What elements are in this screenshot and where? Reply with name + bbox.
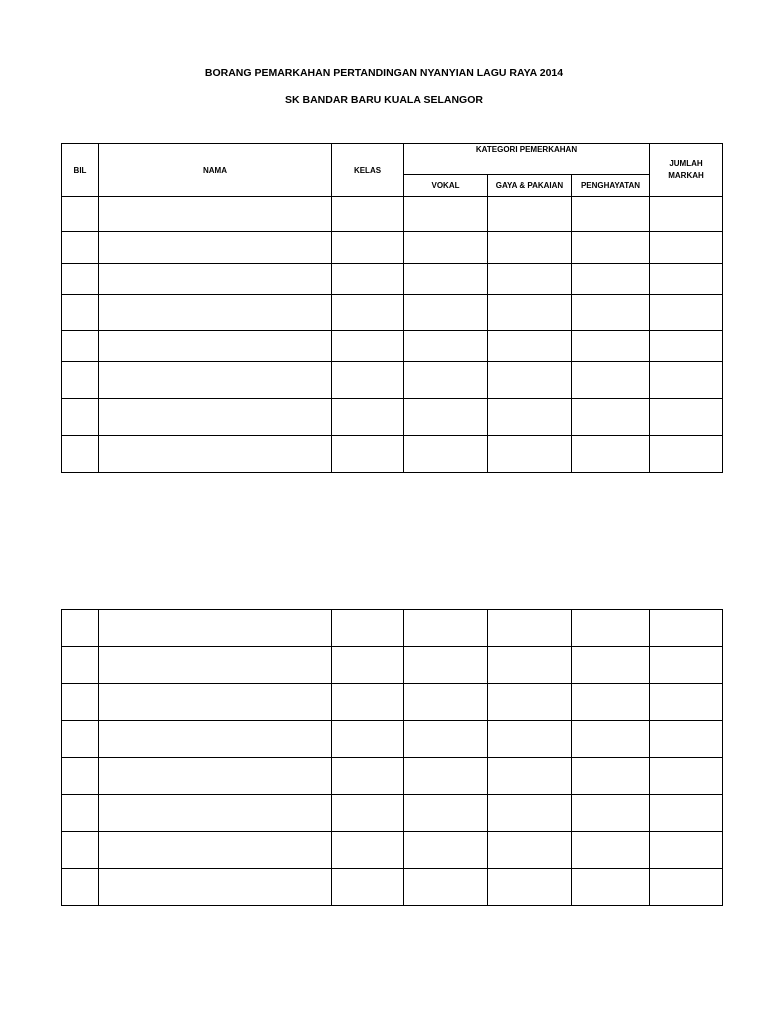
jumlah-markah-cell[interactable] (650, 197, 723, 232)
penghayatan-cell[interactable] (572, 758, 650, 795)
header-row (62, 144, 723, 175)
jumlah-markah-cell[interactable] (650, 832, 723, 869)
kelas-cell[interactable] (332, 795, 404, 832)
gaya-pakaian-cell[interactable] (488, 436, 572, 473)
nama-cell[interactable] (99, 684, 332, 721)
gaya-pakaian-cell[interactable] (488, 647, 572, 684)
bil-cell[interactable] (62, 795, 99, 832)
bil-cell[interactable] (62, 869, 99, 906)
vokal-cell[interactable] (404, 331, 488, 362)
jumlah-markah-cell[interactable] (650, 758, 723, 795)
form-title: BORANG PEMARKAHAN PERTANDINGAN NYANYIAN LAGU RAYA 2014 (204, 67, 564, 79)
header-jumlah-label: JUMLAH (669, 159, 703, 168)
header-kelas: KELAS (332, 144, 404, 197)
penghayatan-cell[interactable] (572, 295, 650, 331)
vokal-cell[interactable] (404, 362, 488, 399)
gaya-pakaian-cell[interactable] (488, 399, 572, 436)
nama-cell[interactable] (99, 295, 332, 331)
bil-cell[interactable] (62, 362, 99, 399)
jumlah-markah-cell[interactable] (650, 721, 723, 758)
nama-cell[interactable] (99, 869, 332, 906)
penghayatan-cell[interactable] (572, 331, 650, 362)
table-row (62, 610, 723, 647)
bil-cell[interactable] (62, 721, 99, 758)
bil-cell[interactable] (62, 232, 99, 264)
gaya-pakaian-cell[interactable] (488, 610, 572, 647)
kelas-cell[interactable] (332, 399, 404, 436)
vokal-cell[interactable] (404, 795, 488, 832)
bil-cell[interactable] (62, 399, 99, 436)
header-penghayatan: PENGHAYATAN (572, 175, 650, 197)
header-bil: BIL (62, 144, 99, 197)
table-row (62, 684, 723, 721)
penghayatan-cell[interactable] (572, 721, 650, 758)
jumlah-markah-cell[interactable] (650, 869, 723, 906)
penghayatan-cell[interactable] (572, 684, 650, 721)
nama-cell[interactable] (99, 399, 332, 436)
vokal-cell[interactable] (404, 684, 488, 721)
vokal-cell[interactable] (404, 721, 488, 758)
table-row (62, 197, 723, 232)
bil-cell[interactable] (62, 264, 99, 295)
nama-cell[interactable] (99, 362, 332, 399)
penghayatan-cell[interactable] (572, 832, 650, 869)
kelas-cell[interactable] (332, 232, 404, 264)
jumlah-markah-cell[interactable] (650, 647, 723, 684)
gaya-pakaian-cell[interactable] (488, 362, 572, 399)
nama-cell[interactable] (99, 264, 332, 295)
gaya-pakaian-cell[interactable] (488, 197, 572, 232)
bil-cell[interactable] (62, 647, 99, 684)
header-jumlah-markah (650, 144, 723, 197)
table-row (62, 232, 723, 264)
penghayatan-cell[interactable] (572, 436, 650, 473)
vokal-cell[interactable] (404, 436, 488, 473)
nama-cell[interactable] (99, 795, 332, 832)
vokal-cell[interactable] (404, 295, 488, 331)
nama-cell[interactable] (99, 436, 332, 473)
nama-cell[interactable] (99, 721, 332, 758)
penghayatan-cell[interactable] (572, 362, 650, 399)
gaya-pakaian-cell[interactable] (488, 832, 572, 869)
header-kategori-pemerkahan: KATEGORI PEMERKAHAN (404, 144, 650, 175)
table-row (62, 295, 723, 331)
gaya-pakaian-cell[interactable] (488, 684, 572, 721)
jumlah-markah-cell[interactable] (650, 232, 723, 264)
gaya-pakaian-cell[interactable] (488, 264, 572, 295)
jumlah-markah-cell[interactable] (650, 295, 723, 331)
jumlah-markah-cell[interactable] (650, 331, 723, 362)
vokal-cell[interactable] (404, 399, 488, 436)
jumlah-markah-cell[interactable] (650, 399, 723, 436)
bil-cell[interactable] (62, 832, 99, 869)
table-row (62, 264, 723, 295)
gaya-pakaian-cell[interactable] (488, 295, 572, 331)
kelas-cell[interactable] (332, 331, 404, 362)
kelas-cell[interactable] (332, 362, 404, 399)
penghayatan-cell[interactable] (572, 264, 650, 295)
kelas-cell[interactable] (332, 832, 404, 869)
header-markah-label: MARKAH (668, 171, 704, 180)
jumlah-markah-cell[interactable] (650, 684, 723, 721)
table-row (62, 832, 723, 869)
header-nama: NAMA (99, 144, 332, 197)
table-row (62, 758, 723, 795)
penghayatan-cell[interactable] (572, 647, 650, 684)
penghayatan-cell[interactable] (572, 610, 650, 647)
bil-cell[interactable] (62, 758, 99, 795)
vokal-cell[interactable] (404, 758, 488, 795)
kelas-cell[interactable] (332, 436, 404, 473)
kelas-cell[interactable] (332, 869, 404, 906)
nama-cell[interactable] (99, 610, 332, 647)
header-gaya-pakaian: GAYA & PAKAIAN (488, 175, 572, 197)
kelas-cell[interactable] (332, 721, 404, 758)
school-name: SK BANDAR BARU KUALA SELANGOR (285, 94, 483, 106)
vokal-cell[interactable] (404, 869, 488, 906)
vokal-cell[interactable] (404, 232, 488, 264)
gaya-pakaian-cell[interactable] (488, 795, 572, 832)
nama-cell[interactable] (99, 647, 332, 684)
penghayatan-cell[interactable] (572, 869, 650, 906)
penghayatan-cell[interactable] (572, 197, 650, 232)
scoring-table-top (61, 143, 723, 473)
vokal-cell[interactable] (404, 647, 488, 684)
penghayatan-cell[interactable] (572, 795, 650, 832)
nama-cell[interactable] (99, 232, 332, 264)
gaya-pakaian-cell[interactable] (488, 869, 572, 906)
vokal-cell[interactable] (404, 197, 488, 232)
bil-cell[interactable] (62, 436, 99, 473)
nama-cell[interactable] (99, 832, 332, 869)
kelas-cell[interactable] (332, 610, 404, 647)
nama-cell[interactable] (99, 758, 332, 795)
jumlah-markah-cell[interactable] (650, 362, 723, 399)
table-row (62, 721, 723, 758)
table-row (62, 331, 723, 362)
bil-cell[interactable] (62, 295, 99, 331)
scoring-table-bottom (61, 609, 723, 906)
kelas-cell[interactable] (332, 264, 404, 295)
penghayatan-cell[interactable] (572, 232, 650, 264)
jumlah-markah-cell[interactable] (650, 436, 723, 473)
kelas-cell[interactable] (332, 684, 404, 721)
gaya-pakaian-cell[interactable] (488, 331, 572, 362)
table-row (62, 436, 723, 473)
nama-cell[interactable] (99, 331, 332, 362)
jumlah-markah-cell[interactable] (650, 264, 723, 295)
gaya-pakaian-cell[interactable] (488, 758, 572, 795)
vokal-cell[interactable] (404, 264, 488, 295)
table-row (62, 647, 723, 684)
kelas-cell[interactable] (332, 295, 404, 331)
table-row (62, 795, 723, 832)
kelas-cell[interactable] (332, 197, 404, 232)
vokal-cell[interactable] (404, 832, 488, 869)
bil-cell[interactable] (62, 331, 99, 362)
bil-cell[interactable] (62, 684, 99, 721)
table-row (62, 869, 723, 906)
table-row (62, 399, 723, 436)
kelas-cell[interactable] (332, 758, 404, 795)
nama-cell[interactable] (99, 197, 332, 232)
bil-cell[interactable] (62, 197, 99, 232)
penghayatan-cell[interactable] (572, 399, 650, 436)
kelas-cell[interactable] (332, 647, 404, 684)
jumlah-markah-cell[interactable] (650, 610, 723, 647)
vokal-cell[interactable] (404, 610, 488, 647)
header-vokal: VOKAL (404, 175, 488, 197)
jumlah-markah-cell[interactable] (650, 795, 723, 832)
bil-cell[interactable] (62, 610, 99, 647)
table-row (62, 362, 723, 399)
gaya-pakaian-cell[interactable] (488, 721, 572, 758)
gaya-pakaian-cell[interactable] (488, 232, 572, 264)
